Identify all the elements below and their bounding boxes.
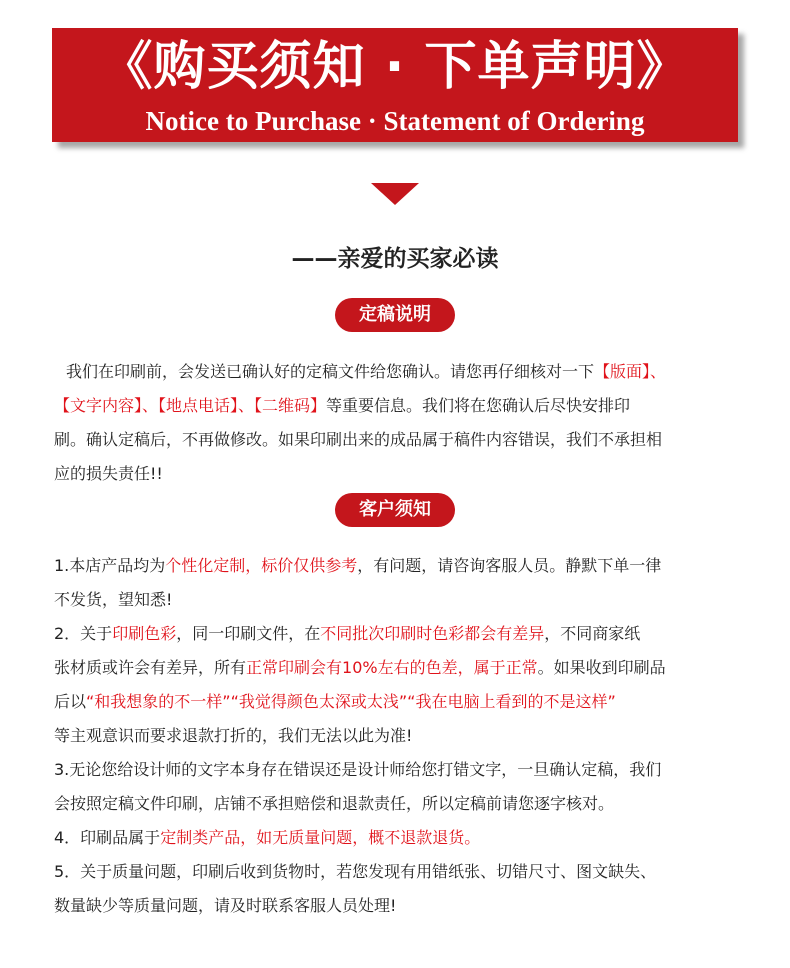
body-text: 等主观意识而要求退款打折的，我们无法以此为准! xyxy=(54,726,413,745)
text-line xyxy=(54,651,754,685)
highlight-text: 【文字内容】、【地点电话】、【二维码】 xyxy=(54,396,327,415)
body-text: 5．关于质量问题，印刷后收到货物时，若您发现有用错纸张、切错尺寸、图文缺失、 xyxy=(54,862,657,881)
body-text: ，有问题，请咨询客服人员。静默下单一律 xyxy=(357,556,662,575)
body-text: 刷。确认定稿后，不再做修改。如果印刷出来的成品属于稿件内容错误，我们不承担相 xyxy=(54,430,663,449)
body-text: 后以 xyxy=(54,692,87,711)
body-text: 应的损失责任!! xyxy=(54,464,163,483)
text-line xyxy=(54,889,754,923)
highlight-text: 印刷色彩 xyxy=(112,624,177,643)
highlight-text: 定制类产品，如无质量问题，概不退款退货。 xyxy=(160,828,481,847)
body-text: 。如果收到印刷品 xyxy=(537,658,666,677)
section-title-customer-notice: 客户须知 xyxy=(335,493,455,527)
subheading: ——亲爱的买家必读 xyxy=(291,246,499,272)
text-line xyxy=(54,685,754,719)
text-line xyxy=(54,787,754,821)
banner-subtitle: Notice to Purchase · Statement of Ordering xyxy=(145,106,645,136)
text-line xyxy=(54,821,754,855)
text-line xyxy=(54,457,754,491)
finalization-paragraph xyxy=(54,355,754,491)
text-line xyxy=(54,617,754,651)
body-text: 1.本店产品均为 xyxy=(54,556,166,575)
body-text: 张材质或许会有差异，所有 xyxy=(54,658,247,677)
body-text: 3.无论您给设计师的文字本身存在错误还是设计师给您打错文字，一旦确认定稿，我们 xyxy=(54,760,662,779)
down-arrow-icon xyxy=(371,183,419,205)
text-line xyxy=(54,389,754,423)
body-text: ，不同商家纸 xyxy=(544,624,641,643)
body-text: 我们在印刷前，会发送已确认好的定稿文件给您确认。请您再仔细核对一下 xyxy=(66,362,595,381)
body-text: 4．印刷品属于 xyxy=(54,828,161,847)
highlight-text: “和我想象的不一样”“我觉得颜色太深或太浅”“我在电脑上看到的不是这样” xyxy=(86,692,616,711)
text-line xyxy=(54,719,754,753)
highlight-text: 【版面】、 xyxy=(594,362,667,381)
body-text: 等重要信息。我们将在您确认后尽快安排印 xyxy=(326,396,631,415)
text-line xyxy=(54,753,754,787)
body-text: 会按照定稿文件印刷，店铺不承担赔偿和退款责任，所以定稿前请您逐字核对。 xyxy=(54,794,615,813)
text-line xyxy=(54,423,754,457)
banner-title: 《购买须知 · 下单声明》 xyxy=(100,37,690,97)
customer-notice-paragraph xyxy=(54,549,754,923)
body-text: 不发货，望知悉! xyxy=(54,590,173,609)
text-line xyxy=(54,355,754,389)
section-title-finalization: 定稿说明 xyxy=(335,298,455,332)
text-line xyxy=(54,583,754,617)
body-text: ，同一印刷文件，在 xyxy=(176,624,321,643)
highlight-text: 不同批次印刷时色彩都会有差异 xyxy=(320,624,545,643)
text-line xyxy=(54,855,754,889)
text-line xyxy=(54,549,754,583)
header-banner xyxy=(52,28,738,142)
body-text: 2．关于 xyxy=(54,624,113,643)
highlight-text: 个性化定制，标价仅供参考 xyxy=(165,556,358,575)
highlight-text: 正常印刷会有10%左右的色差，属于正常 xyxy=(246,658,538,677)
body-text: 数量缺少等质量问题，请及时联系客服人员处理! xyxy=(54,896,397,915)
